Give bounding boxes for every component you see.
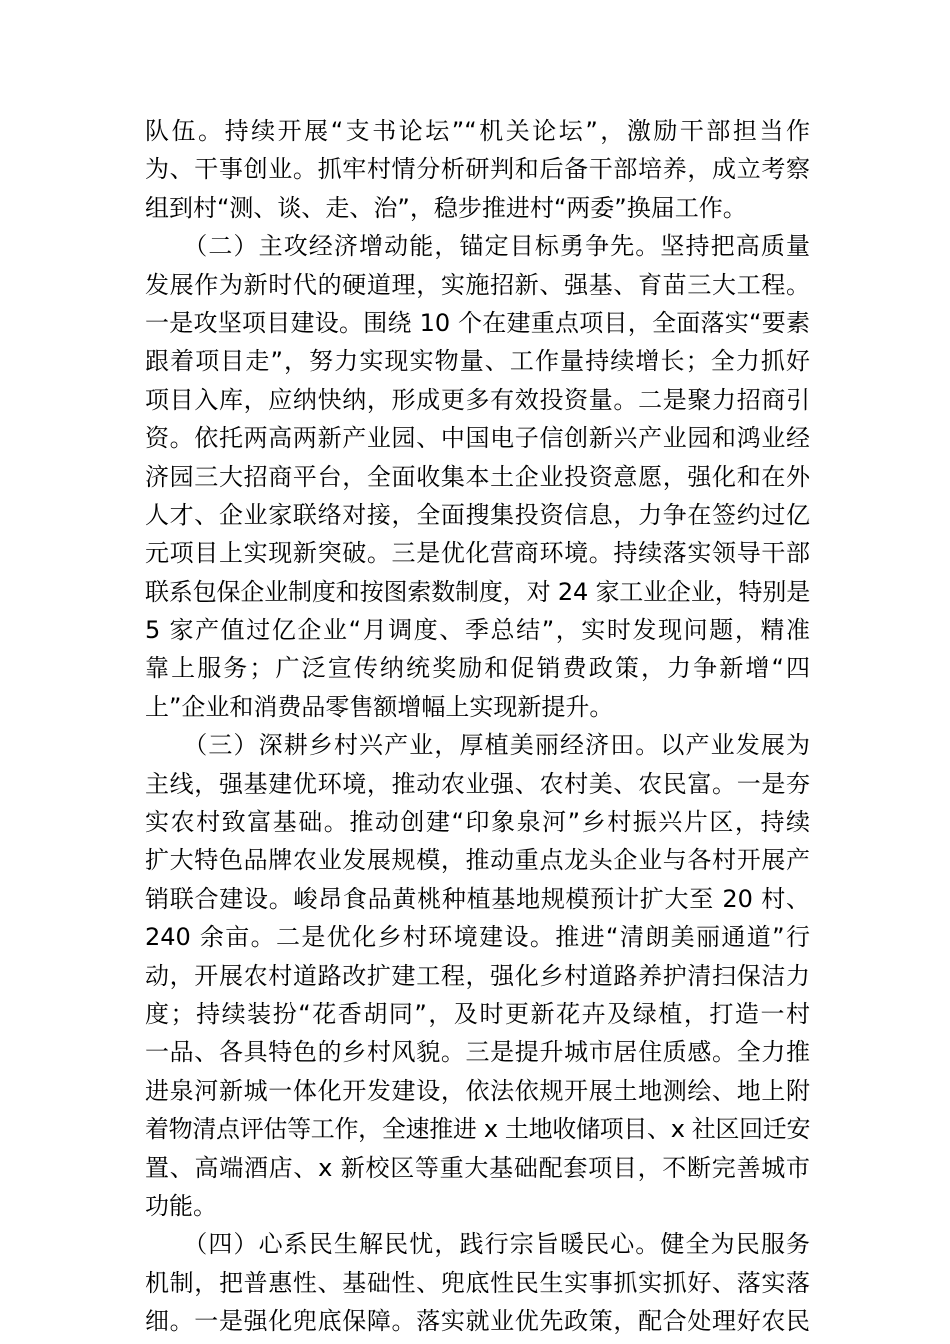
text-line: 主线，强基建优环境，推动农业强、农村美、农民富。一是夯 <box>145 769 810 798</box>
body-text <box>145 112 810 1341</box>
text-line: 一是攻坚项目建设。围绕 10 个在建重点项目，全面落实“要素 <box>145 308 810 337</box>
text-line: 功能。 <box>145 1191 217 1220</box>
text-line: 着物清点评估等工作，全速推进 x 土地收储项目、x 社区回迁安 <box>145 1115 810 1144</box>
text-line: 销联合建设。峻昂食品黄桃种植基地规模预计扩大至 20 村、 <box>145 884 810 913</box>
text-line: 进泉河新城一体化开发建设，依法依规开展土地测绘、地上附 <box>145 1076 810 1105</box>
text-line: 队伍。持续开展“支书论坛”“机关论坛”，激励干部担当作 <box>145 117 810 145</box>
text-line: 为、干事创业。抓牢村情分析研判和后备干部培养，成立考察 <box>145 155 810 184</box>
section-heading-line: （四）心系民生解民忧，践行宗旨暖民心。健全为民服务 <box>145 1230 810 1259</box>
text-line: 240 余亩。二是优化乡村环境建设。推进“清朗美丽通道”行 <box>145 923 810 952</box>
text-line: 人才、企业家联络对接，全面搜集投资信息，力争在签约过亿 <box>145 500 810 529</box>
text-line: 一品、各具特色的乡村风貌。三是提升城市居住质感。全力推 <box>145 1038 810 1067</box>
text-line: 5 家产值过亿企业“月调度、季总结”，实时发现问题，精准 <box>145 616 810 645</box>
section-heading-line: （三）深耕乡村兴产业，厚植美丽经济田。以产业发展为 <box>145 731 810 760</box>
text-line: 发展作为新时代的硬道理，实施招新、强基、育苗三大工程。 <box>145 270 810 299</box>
text-line: 组到村“测、谈、走、治”，稳步推进村“两委”换届工作。 <box>145 193 747 222</box>
text-line: 济园三大招商平台，全面收集本土企业投资意愿，强化和在外 <box>145 462 810 491</box>
section-heading-line: （二）主攻经济增动能，锚定目标勇争先。坚持把高质量 <box>145 232 810 261</box>
text-line: 项目入库，应纳快纳，形成更多有效投资量。二是聚力招商引 <box>145 385 810 414</box>
text-line: 度；持续装扮“花香胡同”，及时更新花卉及绿植，打造一村 <box>145 999 810 1028</box>
text-line: 实农村致富基础。推动创建“印象泉河”乡村振兴片区，持续 <box>145 808 810 837</box>
text-line: 元项目上实现新突破。三是优化营商环境。持续落实领导干部 <box>145 539 810 568</box>
text-line: 细。一是强化兜底保障。落实就业优先政策，配合处理好农民 <box>145 1307 810 1336</box>
text-line: 联系包保企业制度和按图索数制度，对 24 家工业企业，特别是 <box>145 577 810 606</box>
text-line: 动，开展农村道路改扩建工程，强化乡村道路养护清扫保洁力 <box>145 961 810 990</box>
text-line: 机制，把普惠性、基础性、兜底性民生实事抓实抓好、落实落 <box>145 1268 810 1297</box>
text-line: 跟着项目走”，努力实现实物量、工作量持续增长；全力抓好 <box>145 347 810 376</box>
text-line: 上”企业和消费品零售额增幅上实现新提升。 <box>145 692 614 721</box>
text-line: 置、高端酒店、x 新校区等重大基础配套项目，不断完善城市 <box>145 1153 810 1182</box>
text-line: 资。依托两高两新产业园、中国电子信创新兴产业园和鸿业经 <box>145 424 810 453</box>
text-line: 靠上服务；广泛宣传纳统奖励和促销费政策，力争新增“四 <box>145 654 810 683</box>
text-line: 扩大特色品牌农业发展规模，推动重点龙头企业与各村开展产 <box>145 846 810 875</box>
